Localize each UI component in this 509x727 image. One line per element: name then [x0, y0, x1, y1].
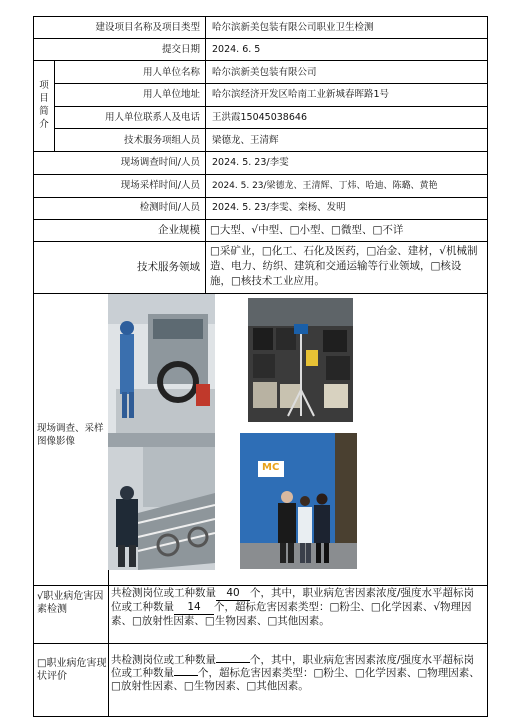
employer-contact-label: 用人单位联系人及电话: [104, 112, 200, 123]
row-divider: [54, 83, 487, 84]
hazard-eval-text: [111, 654, 484, 693]
hazard-test-count[interactable]: 40: [216, 587, 250, 601]
row-divider: [54, 128, 487, 129]
row-divider: [34, 151, 487, 152]
scale-option[interactable]: □小型: [289, 224, 321, 236]
photo-production-line: [108, 433, 215, 570]
hazard-eval-mid: 个，其中，职业病危害因素浓度/强度水平超标岗位或工种数量: [111, 654, 475, 679]
column-divider: [54, 60, 55, 151]
row-divider: [34, 174, 487, 175]
row-divider: [34, 241, 487, 242]
row-divider: [34, 219, 487, 220]
sampling-time-label: 现场采样时间/人员: [120, 180, 200, 191]
hazard-test-exceed[interactable]: 14: [174, 601, 214, 615]
test-time-value: 2024. 5. 23/李雯、栾杨、发明: [212, 202, 346, 213]
row-divider: [34, 197, 487, 198]
employer-name-value: 哈尔滨新美包装有限公司: [212, 67, 317, 78]
submit-date-value: 2024. 6. 5: [212, 44, 261, 55]
row-divider: [54, 106, 487, 107]
row-divider: [34, 293, 487, 294]
survey-time-value: 2024. 5. 23/李雯: [212, 157, 289, 168]
enterprise-scale-label: 企业规模: [158, 224, 200, 236]
employer-name-label: 用人单位名称: [142, 67, 200, 78]
employer-address-value: 哈尔滨经济开发区哈南工业新城春晖路1号: [212, 89, 390, 100]
hazard-eval-prefix: 共检测岗位或工种数量: [111, 654, 216, 666]
enterprise-scale-options: □大型、√中型、□小型、□微型、□不详: [210, 224, 404, 236]
service-area-text: □采矿业，□化工、石化及医药，□冶金、建材，√机械制造、电力、纺织、建筑和交通运输等行业领域，□核设施，□核技术工业应用。: [210, 245, 478, 287]
project-name-label: 建设项目名称及项目类型: [95, 22, 200, 33]
hazard-eval-tail: 个，超标危害因素类型：□粉尘、□化学因素、□物理因素、□放射性因素、□生物因素、□其他因素。: [111, 667, 480, 692]
hazard-eval-label: □职业病危害现状评价: [37, 658, 107, 682]
scale-option[interactable]: □大型: [210, 224, 241, 236]
hazard-test-tail: 个，超标危害因素类型：□粉尘、□化学因素、√物理因素、□放射性因素、□生物因素、□其他因素。: [111, 601, 472, 627]
row-divider: [34, 60, 487, 61]
project-intro-label: 项目简介: [39, 80, 49, 130]
sampling-time-value: 2024. 5. 23/梁德龙、王清辉、丁炜、哈迪、陈璐、黄艳: [212, 181, 438, 191]
survey-time-label: 现场调查时间/人员: [120, 157, 200, 168]
project-name-value: 哈尔滨新美包装有限公司职业卫生检测: [212, 22, 374, 33]
hazard-eval-exceed[interactable]: [174, 675, 198, 676]
column-divider: [205, 17, 206, 293]
submit-date-label: 提交日期: [161, 44, 200, 55]
employer-address-label: 用人单位地址: [142, 89, 200, 100]
row-divider: [34, 585, 487, 586]
service-team-value: 梁德龙、王清辉: [212, 135, 279, 146]
scale-option[interactable]: □微型: [331, 224, 362, 236]
hazard-test-label: √职业病危害因素检测: [37, 591, 104, 615]
hazard-test-mid: 个，其中，职业病危害因素浓度/强度水平超标岗位或工种数量: [111, 587, 475, 613]
hazard-test-text: [111, 587, 484, 628]
sign-logo: MC: [262, 462, 280, 473]
row-divider: [34, 643, 487, 644]
scale-option[interactable]: √中型: [251, 224, 280, 236]
scale-option[interactable]: □不详: [372, 224, 404, 236]
service-area-label: 技术服务领域: [137, 261, 200, 273]
row-divider: [34, 38, 487, 39]
hazard-eval-count[interactable]: [216, 662, 250, 663]
employer-contact-value: 王洪霞15045038646: [212, 112, 307, 123]
photos-label: 现场调查、采样图像影像: [37, 423, 104, 447]
hazard-test-prefix: 共检测岗位或工种数量: [111, 587, 216, 599]
photo-team: [240, 433, 357, 569]
service-team-label: 技术服务项组人员: [123, 135, 200, 146]
report-form: [33, 16, 488, 717]
photo-survey-machine: [108, 294, 215, 433]
test-time-label: 检测时间/人员: [139, 202, 200, 213]
photo-sampling-equipment: [248, 298, 353, 422]
